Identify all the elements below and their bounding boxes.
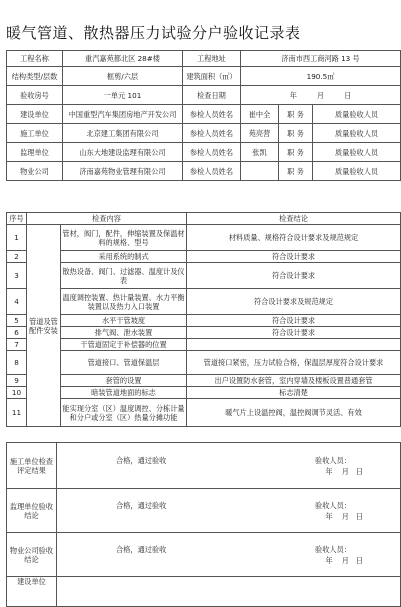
- signoff-month: 月: [341, 555, 349, 565]
- item-no: 4: [7, 289, 27, 315]
- area-value: 190.5㎡: [241, 67, 401, 86]
- item-result: 标志清楚: [187, 387, 401, 399]
- person-label: 参检人员姓名: [183, 162, 241, 181]
- item-no: 9: [7, 375, 27, 387]
- item-result: 符合设计要求: [187, 315, 401, 327]
- signoff-table: [6, 442, 401, 607]
- item-result: 符合设计要求: [187, 327, 401, 339]
- unit-label: 建设单位: [7, 105, 63, 124]
- structure-label: 结构类型/层数: [7, 67, 63, 86]
- signoff-month: 月: [341, 466, 349, 476]
- signoff-conclusion: 合格，通过验收: [116, 455, 167, 465]
- room-label: 验收房号: [7, 86, 63, 105]
- signoff-year: 年: [325, 555, 333, 565]
- signoff-day: 日: [355, 466, 363, 476]
- unit-name: 山东大地建设监理有限公司: [63, 143, 183, 162]
- signoff-label: 建设单位: [7, 577, 57, 607]
- date-day: 日: [344, 90, 352, 100]
- signoff-cell: [57, 577, 401, 607]
- item-no: 3: [7, 263, 27, 289]
- signoff-conclusion: 合格，通过验收: [116, 544, 167, 554]
- signoff-label: 监理单位验收结论: [7, 489, 57, 533]
- item-content: 管道接口、管道保温层: [61, 351, 187, 375]
- item-result: [187, 339, 401, 351]
- signoff-day: 日: [355, 555, 363, 565]
- duty-label: 职 务: [279, 124, 313, 143]
- item-result: 暖气片上设温控阀，温控阀调节灵活、有效: [187, 399, 401, 427]
- item-no: 10: [7, 387, 27, 399]
- person-name: [241, 162, 279, 181]
- signoff-cell: [57, 489, 401, 533]
- duty-label: 职 务: [279, 105, 313, 124]
- item-result: 符合设计要求: [187, 263, 401, 289]
- unit-label: 监理单位: [7, 143, 63, 162]
- signoff-month: 月: [341, 511, 349, 521]
- duty-value: 质量验收人员: [313, 105, 401, 124]
- date-label: 检查日期: [183, 86, 241, 105]
- duty-label: 职 务: [279, 143, 313, 162]
- item-content: 暗装管道地面的标志: [61, 387, 187, 399]
- duty-value: 质量验收人员: [313, 124, 401, 143]
- signoff-signer: 验收人员：: [315, 500, 351, 510]
- item-content: 能实现分室（区）温度调控、分栋计量和分户或分室（区）热量分摊功能: [61, 399, 187, 427]
- signoff-year: 年: [325, 511, 333, 521]
- date-month: 月: [316, 90, 325, 100]
- item-result: 材料质量、规格符合设计要求及规范规定: [187, 225, 401, 251]
- signoff-conclusion: 合格，通过验收: [116, 500, 167, 510]
- item-no: 2: [7, 251, 27, 263]
- signoff-signer: 验收人员：: [315, 455, 351, 465]
- unit-name: 中国重型汽车集团房地产开发公司: [63, 105, 183, 124]
- seq-header: 序号: [7, 213, 27, 225]
- unit-name: 济南嘉苑物业管理有限公司: [63, 162, 183, 181]
- item-no: 6: [7, 327, 27, 339]
- item-content: 干管道固定于补偿器的位置: [61, 339, 187, 351]
- person-label: 参检人员姓名: [183, 143, 241, 162]
- item-content: 采用系统的制式: [61, 251, 187, 263]
- content-header: 检查内容: [27, 213, 187, 225]
- item-no: 7: [7, 339, 27, 351]
- project-name-value: 重汽嘉苑都北区 28#楼: [63, 51, 183, 67]
- person-name: 苑亮营: [241, 124, 279, 143]
- room-value: 一单元 101: [63, 86, 183, 105]
- person-name: 张凯: [241, 143, 279, 162]
- unit-row: [7, 162, 401, 181]
- items-table: [6, 212, 401, 427]
- unit-row: [7, 105, 401, 124]
- signoff-cell: [57, 533, 401, 577]
- structure-value: 框剪/六层: [63, 67, 183, 86]
- signoff-signer: 验收人员：: [315, 544, 351, 554]
- project-name-label: 工程名称: [7, 51, 63, 67]
- signoff-cell: [57, 443, 401, 489]
- signoff-label: 物业公司验收结论: [7, 533, 57, 577]
- item-no: 11: [7, 399, 27, 427]
- header-table: [6, 50, 401, 181]
- item-result: 符合设计要求及规范规定: [187, 289, 401, 315]
- signoff-day: 日: [355, 511, 363, 521]
- item-content: 水平干管坡度: [61, 315, 187, 327]
- unit-label: 施工单位: [7, 124, 63, 143]
- item-content: 套管的设置: [61, 375, 187, 387]
- item-no: 5: [7, 315, 27, 327]
- duty-value: 质量验收人员: [313, 162, 401, 181]
- item-result: 符合设计要求: [187, 251, 401, 263]
- item-result: 出户设置防水套管，室内穿墙及楼板设置普通套管: [187, 375, 401, 387]
- signoff-year: 年: [325, 466, 333, 476]
- unit-name: 北京建工集团有限公司: [63, 124, 183, 143]
- area-label: 建筑面积（㎡）: [183, 67, 241, 86]
- person-label: 参检人员姓名: [183, 105, 241, 124]
- duty-value: 质量验收人员: [313, 143, 401, 162]
- page-title: 暖气管道、散热器压力试验分户验收记录表: [6, 24, 301, 42]
- date-value: [241, 86, 401, 105]
- date-year: 年: [289, 90, 297, 100]
- unit-row: [7, 124, 401, 143]
- group-label: 管道及管配件安装: [27, 225, 61, 427]
- item-no: 1: [7, 225, 27, 251]
- item-content: 温度调控装置、热计量装置、水力平衡装置以及热力入口装置: [61, 289, 187, 315]
- item-content: 排气阀、泄水装置: [61, 327, 187, 339]
- item-result: 管道接口紧密，压力试验合格，保温层厚度符合设计要求: [187, 351, 401, 375]
- person-name: 崔中全: [241, 105, 279, 124]
- address-label: 工程地址: [183, 51, 241, 67]
- address-value: 济南市西工商河路 13 号: [241, 51, 401, 67]
- result-header: 检查结论: [187, 213, 401, 225]
- item-no: 8: [7, 351, 27, 375]
- duty-label: 职 务: [279, 162, 313, 181]
- item-content: 散热设备、阀门、过滤器、温度计及仪表: [61, 263, 187, 289]
- unit-label: 物业公司: [7, 162, 63, 181]
- person-label: 参检人员姓名: [183, 124, 241, 143]
- item-content: 管材，阀门，配件，伸缩装置及保温材料的规格、型号: [61, 225, 187, 251]
- signoff-label: 施工单位检查评定结果: [7, 443, 57, 489]
- unit-row: [7, 143, 401, 162]
